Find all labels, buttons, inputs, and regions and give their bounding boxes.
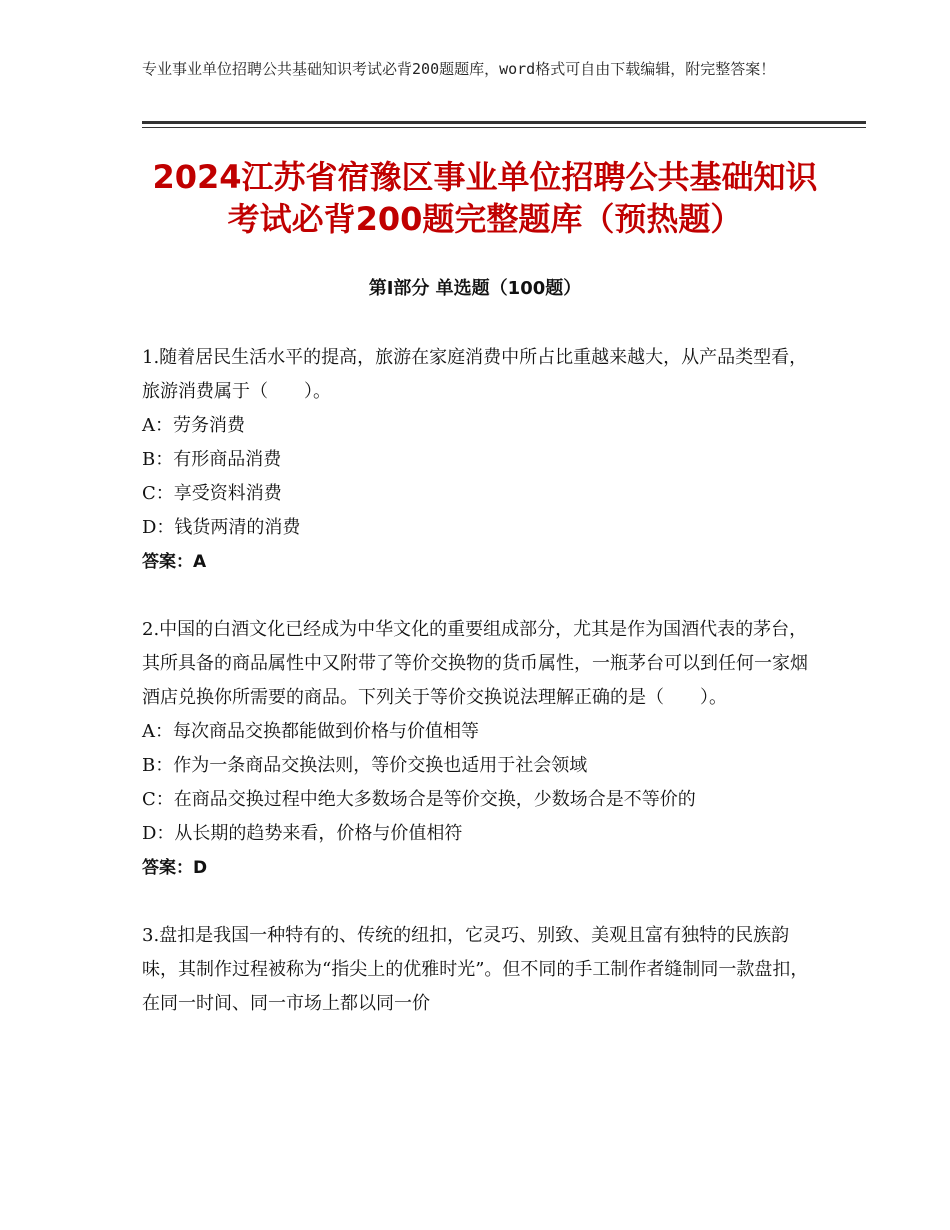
section-title: 第Ⅰ部分 单选题（100题） xyxy=(368,278,582,299)
option-d: D：钱货两清的消费 xyxy=(142,517,301,538)
header-note: 专业事业单位招聘公共基础知识考试必背200题题库，word格式可自由下载编辑，附完整答案！ xyxy=(142,60,776,78)
question-stem: 3.盘扣是我国一种特有的、传统的纽扣，它灵巧、别致、美观且富有独特的民族韵味，其制作过程被称为“指尖上的优雅时光”。但不同的手工制作者缝制同一款盘扣，在同一时间、同一市场上都以同一价 xyxy=(142,925,809,1014)
option-c: C：在商品交换过程中绝大多数场合是等价交换，少数场合是不等价的 xyxy=(142,789,696,810)
answer: 答案：A xyxy=(142,552,207,572)
header-rule-thick xyxy=(142,121,866,124)
answer: 答案：D xyxy=(142,858,208,878)
option-d: D：从长期的趋势来看，价格与价值相符 xyxy=(142,823,463,844)
question-3 xyxy=(142,919,814,1021)
option-c: C：享受资料消费 xyxy=(142,483,282,504)
question-list xyxy=(142,341,814,1055)
question-stem: 1.随着居民生活水平的提高，旅游在家庭消费中所占比重越来越大，从产品类型看，旅游消费属于（ ）。 xyxy=(142,347,808,402)
option-b: B：作为一条商品交换法则，等价交换也适用于社会领域 xyxy=(142,755,588,776)
header-rule-thin xyxy=(142,127,866,128)
option-a: A：劳务消费 xyxy=(142,415,245,436)
document-title: 2024江苏省宿豫区事业单位招聘公共基础知识考试必背200题完整题库（预热题） xyxy=(152,158,818,238)
question-1 xyxy=(142,341,814,579)
option-b: B：有形商品消费 xyxy=(142,449,282,470)
option-a: A：每次商品交换都能做到价格与价值相等 xyxy=(142,721,479,742)
question-stem: 2.中国的白酒文化已经成为中华文化的重要组成部分，尤其是作为国酒代表的茅台，其所具备的商品属性中又附带了等价交换物的货币属性，一瓶茅台可以到任何一家烟酒店兑换你所需要的商品。下列关于等价交换说法理解正确的是（ ）。 xyxy=(142,619,808,708)
question-2 xyxy=(142,613,814,885)
